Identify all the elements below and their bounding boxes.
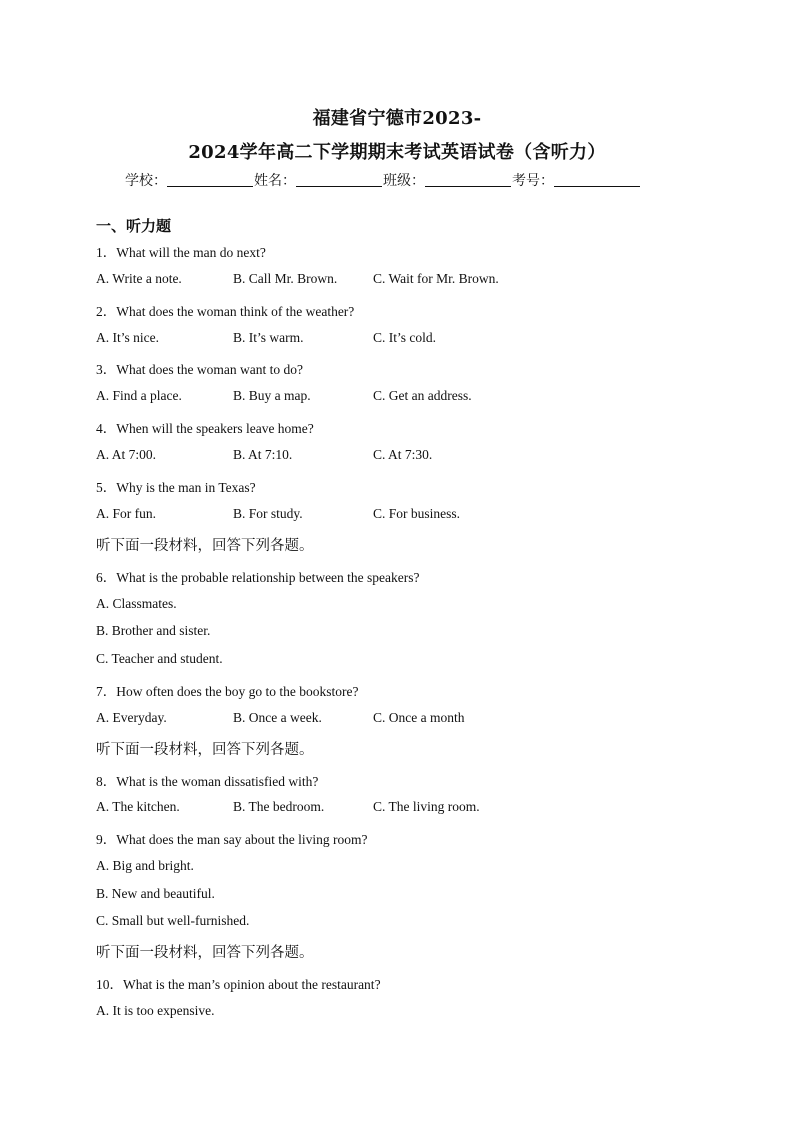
question-10: 10．What is the man’s opinion about the restaurant? (96, 977, 381, 992)
q5-option-c: C. For business. (373, 506, 461, 521)
name-blank[interactable] (296, 172, 382, 187)
q6-option-a: A. Classmates. (96, 596, 177, 611)
q7-option-a: A. Everyday. (96, 710, 167, 725)
q8-option-c: C. The living room. (373, 799, 480, 814)
q5-option-b: B. For study. (233, 506, 303, 521)
question-9: 9．What does the man say about the living room? (96, 832, 368, 847)
q5-option-a: A. For fun. (96, 506, 156, 521)
question-7: 7．How often does the boy go to the bookstore? (96, 684, 359, 699)
q4-option-a: A. At 7:00. (96, 447, 157, 462)
q3-option-a: A. Find a place. (96, 388, 182, 403)
q6-option-b: B. Brother and sister. (96, 623, 211, 638)
name-label: 姓名： (254, 173, 296, 189)
student-info-row (125, 170, 641, 190)
exam-number-blank[interactable] (554, 172, 640, 187)
q2-option-a: A. It’s nice. (96, 330, 159, 345)
school-label: 学校： (125, 173, 167, 189)
question-2: 2．What does the woman think of the weather? (96, 304, 355, 319)
question-4: 4．When will the speakers leave home? (96, 421, 314, 436)
question-5: 5．Why is the man in Texas? (96, 480, 256, 495)
q10-option-a: A. It is too expensive. (96, 1003, 215, 1018)
q8-option-a: A. The kitchen. (96, 799, 180, 814)
q6-option-c: C. Teacher and student. (96, 651, 223, 666)
q9-option-b: B. New and beautiful. (96, 886, 215, 901)
q1-option-c: C. Wait for Mr. Brown. (373, 271, 499, 286)
q7-option-c: C. Once a month (373, 710, 465, 725)
school-blank[interactable] (167, 172, 253, 187)
q3-option-b: B. Buy a map. (233, 388, 311, 403)
q9-option-c: C. Small but well-furnished. (96, 913, 250, 928)
q2-option-b: B. It’s warm. (233, 330, 304, 345)
title-line-2: 2024学年高二下学期期末考试英语试卷（含听力） (188, 142, 606, 163)
question-3: 3．What does the woman want to do? (96, 362, 303, 377)
question-6: 6．What is the probable relationship between the speakers? (96, 570, 420, 585)
q4-option-c: C. At 7:30. (373, 447, 433, 462)
section-title: 一、听力题 (96, 217, 172, 235)
q1-option-b: B. Call Mr. Brown. (233, 271, 338, 286)
q2-option-c: C. It’s cold. (373, 330, 436, 345)
instruction-1: 听下面一段材料，回答下列各题。 (96, 538, 314, 554)
q4-option-b: B. At 7:10. (233, 447, 293, 462)
exam-number-label: 考号： (512, 173, 554, 189)
q9-option-a: A. Big and bright. (96, 858, 194, 873)
q8-option-b: B. The bedroom. (233, 799, 325, 814)
instruction-2: 听下面一段材料，回答下列各题。 (96, 742, 314, 758)
title-line-1: 福建省宁德市2023- (312, 108, 482, 129)
q7-option-b: B. Once a week. (233, 710, 322, 725)
question-8: 8．What is the woman dissatisfied with? (96, 774, 319, 789)
instruction-3: 听下面一段材料，回答下列各题。 (96, 945, 314, 961)
class-label: 班级： (383, 173, 425, 189)
q3-option-c: C. Get an address. (373, 388, 472, 403)
q1-option-a: A. Write a note. (96, 271, 182, 286)
question-1: 1．What will the man do next? (96, 245, 266, 260)
class-blank[interactable] (425, 172, 511, 187)
